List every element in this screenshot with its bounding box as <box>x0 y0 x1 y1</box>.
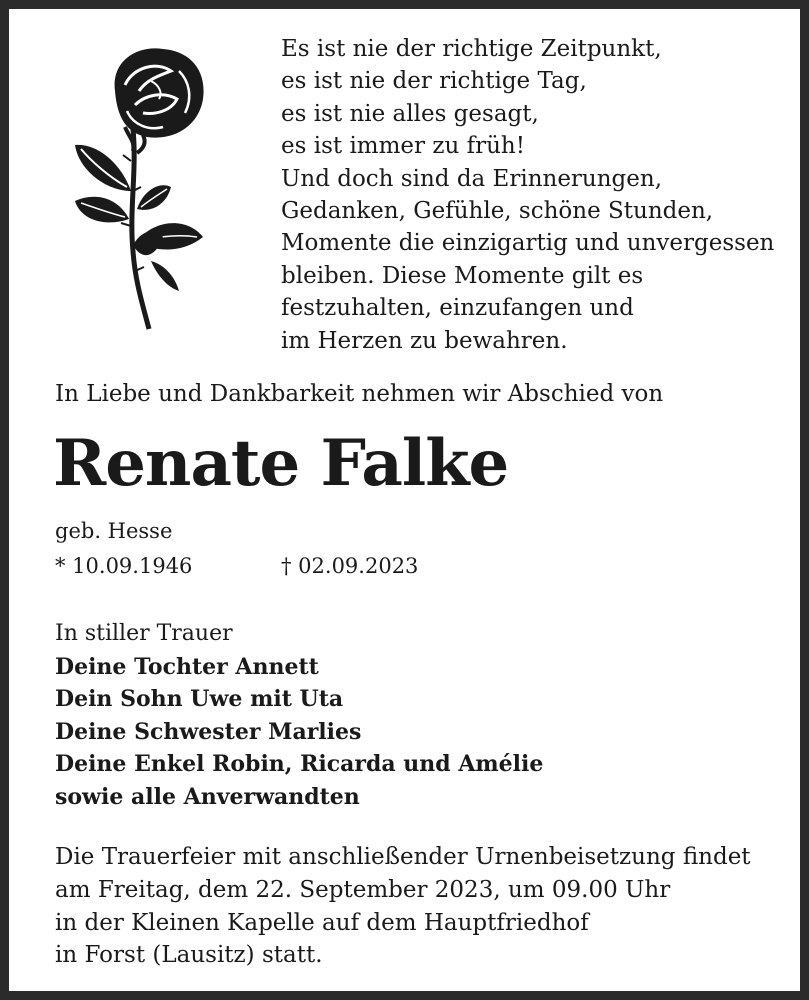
service-line: am Freitag, dem 22. September 2023, um 09.00 Uhr <box>55 876 671 903</box>
deceased-name: Renate Falke <box>53 426 509 501</box>
poem-line: Momente die einzigartig und unvergessen <box>281 230 775 257</box>
mourners-list <box>55 618 543 813</box>
poem-line: es ist nie alles gesagt, <box>281 100 539 127</box>
death-date: † 02.09.2023 <box>281 554 419 578</box>
mourner-line: sowie alle Anverwandten <box>55 783 360 810</box>
mourners-heading: In stiller Trauer <box>55 621 233 646</box>
service-line: in Forst (Lausitz) statt. <box>55 942 323 969</box>
poem-line: bleiben. Diese Momente gilt es <box>281 262 644 289</box>
funeral-service-info <box>55 841 751 972</box>
service-line: in der Kleinen Kapelle auf dem Hauptfriedhof <box>55 909 589 936</box>
service-line: Die Trauerfeier mit anschließender Urnenbeisetzung findet <box>55 844 751 870</box>
mourner-line: Deine Enkel Robin, Ricarda und Amélie <box>55 751 544 777</box>
farewell-intro: In Liebe und Dankbarkeit nehmen wir Abschied von <box>55 381 664 407</box>
poem-line: festzuhalten, einzufangen und <box>281 295 634 322</box>
poem-line: Es ist nie der richtige Zeitpunkt, <box>281 36 662 62</box>
rose-icon <box>67 41 217 333</box>
mourner-line: Deine Tochter Annett <box>55 653 319 680</box>
birth-date: * 10.09.1946 <box>55 554 193 578</box>
poem-line: es ist immer zu früh! <box>281 133 525 160</box>
poem <box>281 33 774 357</box>
poem-line: Und doch sind da Erinnerungen, <box>281 165 663 192</box>
poem-line: Gedanken, Gefühle, schöne Stunden, <box>281 197 714 224</box>
poem-line: im Herzen zu bewahren. <box>281 327 568 354</box>
maiden-name: geb. Hesse <box>55 519 173 543</box>
poem-line: es ist nie der richtige Tag, <box>281 68 587 95</box>
mourner-line: Dein Sohn Uwe mit Uta <box>55 686 344 712</box>
mourner-line: Deine Schwester Marlies <box>55 718 362 745</box>
